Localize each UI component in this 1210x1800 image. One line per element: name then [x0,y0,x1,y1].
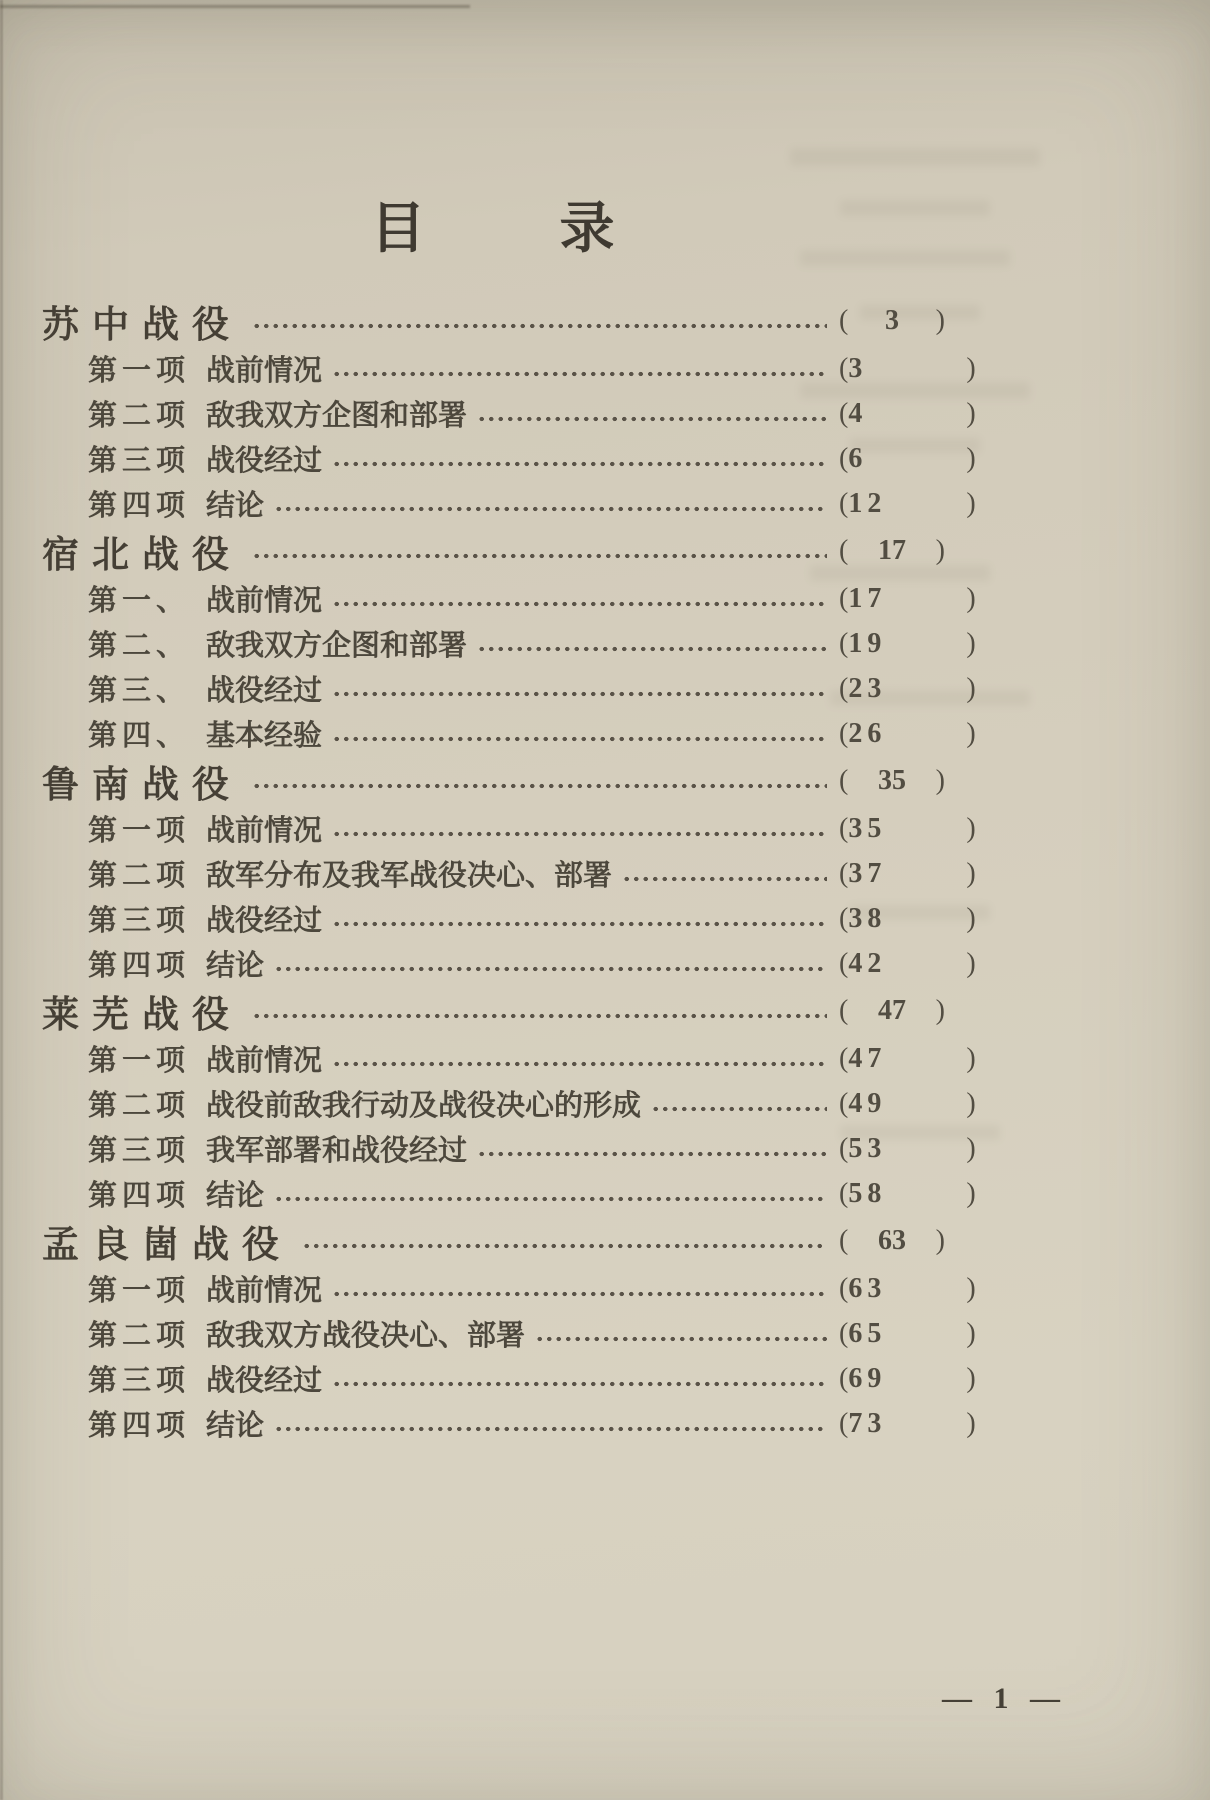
page-number-value: 6 [848,442,868,474]
close-paren-glyph: ) [966,442,976,474]
toc-item-number: 第一、 [88,585,191,617]
toc-item-number: 第四项 [88,1180,191,1212]
dot-leader [274,1424,827,1434]
close-paren-glyph: ) [966,672,976,704]
dot-leader [622,874,827,884]
close-paren-glyph: ) [966,1132,976,1164]
dot-leader [274,1194,827,1204]
open-paren-glyph: ( [839,1087,849,1119]
page-number-value: 47 [848,1042,887,1074]
open-paren-glyph: ( [839,1407,849,1439]
toc-item-number: 第三项 [88,1135,191,1167]
toc-page-number [839,582,976,615]
dot-leader [252,551,827,561]
toc-page-number [839,1317,976,1350]
close-paren-glyph: ) [935,1225,945,1256]
toc-page-number [839,902,976,935]
toc-item-row [42,621,976,666]
dot-leader [252,1011,827,1021]
toc-item-number: 第三项 [88,1365,191,1397]
page-number-value: 69 [848,1362,887,1394]
open-paren-glyph: ( [839,582,849,614]
page-number-value: 35 [848,812,887,844]
toc-item-title: 战前情况 [206,815,323,847]
toc-item-number: 第一项 [88,355,191,387]
dot-leader [332,459,827,469]
toc-page-number [839,672,976,705]
dot-leader [302,1241,827,1251]
dot-leader [477,1149,827,1159]
page-number-value: 12 [848,487,887,519]
toc-item-title: 战役经过 [206,445,323,477]
close-paren-glyph: ) [935,305,945,336]
toc-item-title: 我军部署和战役经过 [206,1135,468,1167]
page-footer-number: — 1 — [942,1682,1067,1715]
page-number-value: 63 [848,1272,887,1304]
open-paren-glyph: ( [839,765,849,796]
toc-item-number: 第四项 [88,1410,191,1442]
toc-item-title: 敌我双方战役决心、部署 [206,1320,526,1352]
close-paren-glyph: ) [966,717,976,749]
toc-item-title: 战役前敌我行动及战役决心的形成 [206,1090,642,1122]
toc-page-number [839,305,945,337]
toc-item-title: 结论 [206,950,265,982]
open-paren-glyph: ( [839,1042,849,1074]
toc-item-row [42,1126,976,1171]
close-paren-glyph: ) [966,1407,976,1439]
toc-item-row [42,436,976,481]
toc-page-number [839,857,976,890]
dot-leader [274,504,827,514]
close-paren-glyph: ) [966,947,976,979]
close-paren-glyph: ) [966,627,976,659]
toc-item-row [42,1401,976,1446]
toc-item-row [42,896,976,941]
toc-page-number [839,487,976,520]
page-number-value: 53 [848,1132,887,1164]
toc-item-row [42,576,976,621]
toc-page-number [839,1225,945,1257]
open-paren-glyph: ( [839,1177,849,1209]
dot-leader [535,1334,827,1344]
toc-item-row [42,481,976,526]
toc-section-title: 孟良崮战役 [42,1225,292,1266]
open-paren-glyph: ( [839,717,849,749]
toc-item-number: 第四项 [88,490,191,522]
toc-section-title: 宿北战役 [42,535,242,576]
toc-page-number [839,1362,976,1395]
open-paren-glyph: ( [839,442,849,474]
open-paren-glyph: ( [839,535,849,566]
page-number-value: 26 [848,717,887,749]
toc-page-number [839,1177,976,1210]
toc-section-title: 莱芜战役 [42,995,242,1036]
toc-item-title: 结论 [206,490,265,522]
open-paren-glyph: ( [839,902,849,934]
dot-leader [332,1379,827,1389]
toc-page-number [839,442,976,475]
toc-item-row [42,666,976,711]
toc-item-title: 结论 [206,1410,265,1442]
toc-item-title: 结论 [206,1180,265,1212]
toc-page-number [839,947,976,980]
toc-item-number: 第三项 [88,445,191,477]
toc-item-number: 第二项 [88,1320,191,1352]
dot-leader [332,1059,827,1069]
toc-item-number: 第二项 [88,860,191,892]
toc-section-title: 苏中战役 [42,305,242,346]
toc-item-title: 战前情况 [206,1045,323,1077]
toc-page-number [839,535,945,567]
toc-page-number [839,995,945,1027]
close-paren-glyph: ) [966,487,976,519]
dot-leader [332,369,827,379]
toc-section-row [42,526,945,576]
open-paren-glyph: ( [839,487,849,519]
open-paren-glyph: ( [839,1272,849,1304]
dot-leader [252,781,827,791]
toc-item-title: 战前情况 [206,585,323,617]
toc-item-number: 第一项 [88,1045,191,1077]
close-paren-glyph: ) [966,1042,976,1074]
page-number-value: 58 [848,1177,887,1209]
toc-page-number [839,1042,976,1075]
toc-page-number [839,397,976,430]
toc-item-title: 敌军分布及我军战役决心、部署 [206,860,613,892]
toc-page-number [839,352,976,385]
dot-leader [332,689,827,699]
open-paren-glyph: ( [839,672,849,704]
page-number-value: 17 [848,582,887,614]
dot-leader [274,964,827,974]
toc-item-number: 第三项 [88,905,191,937]
toc-list [42,296,976,1446]
close-paren-glyph: ) [935,535,945,566]
toc-item-row [42,1266,976,1311]
toc-page-number [839,1087,976,1120]
toc-section-row [42,986,945,1036]
page-number-value: 49 [848,1087,887,1119]
toc-page-number [839,1407,976,1440]
open-paren-glyph: ( [839,857,849,889]
page-number-value: 47 [878,995,906,1026]
toc-page-number [839,1272,976,1305]
toc-item-number: 第四项 [88,950,191,982]
toc-item-row [42,711,976,756]
page-title-char: 录 [559,197,617,259]
toc-item-row [42,851,976,896]
dot-leader [332,919,827,929]
toc-item-row [42,806,976,851]
toc-item-title: 战役经过 [206,905,323,937]
dot-leader [477,644,827,654]
close-paren-glyph: ) [966,1087,976,1119]
open-paren-glyph: ( [839,1362,849,1394]
page-number-value: 65 [848,1317,887,1349]
page-number-value: 38 [848,902,887,934]
page-title [42,192,945,259]
toc-page-number [839,765,945,797]
dot-leader [332,734,827,744]
page-number-value: 3 [848,352,868,384]
toc-section-row [42,296,945,346]
open-paren-glyph: ( [839,1132,849,1164]
toc-item-row [42,1356,976,1401]
toc-item-title: 战役经过 [206,675,323,707]
close-paren-glyph: ) [966,902,976,934]
page-number-value: 35 [878,765,906,796]
toc-item-number: 第二项 [88,400,191,432]
dot-leader [252,321,827,331]
dot-leader [477,414,827,424]
page-number-value: 73 [848,1407,887,1439]
toc-item-row [42,1171,976,1216]
toc-section-row [42,756,945,806]
open-paren-glyph: ( [839,812,849,844]
toc-page-number [839,1132,976,1165]
dot-leader [332,829,827,839]
page-number-value: 17 [878,535,906,566]
toc-section-row [42,1216,945,1266]
page-number-value: 3 [885,305,899,336]
open-paren-glyph: ( [839,397,849,429]
close-paren-glyph: ) [935,765,945,796]
toc-item-title: 战前情况 [206,355,323,387]
close-paren-glyph: ) [966,1317,976,1349]
dot-leader [332,599,827,609]
page-number-value: 42 [848,947,887,979]
page-title-char: 目 [370,197,428,259]
close-paren-glyph: ) [966,857,976,889]
toc-item-title: 战前情况 [206,1275,323,1307]
page-number-value: 4 [848,397,868,429]
toc-item-row [42,1081,976,1126]
close-paren-glyph: ) [966,1272,976,1304]
toc-item-number: 第二项 [88,1090,191,1122]
open-paren-glyph: ( [839,305,849,336]
dot-leader [332,1289,827,1299]
toc-item-title: 战役经过 [206,1365,323,1397]
toc-item-row [42,346,976,391]
page-number-value: 37 [848,857,887,889]
close-paren-glyph: ) [966,582,976,614]
open-paren-glyph: ( [839,1225,849,1256]
toc-item-number: 第四、 [88,720,191,752]
toc-item-row [42,1036,976,1081]
close-paren-glyph: ) [966,1362,976,1394]
toc-section-title: 鲁南战役 [42,765,242,806]
dot-leader [651,1104,827,1114]
close-paren-glyph: ) [966,812,976,844]
toc-page-number [839,627,976,660]
toc-item-title: 基本经验 [206,720,323,752]
page-number-value: 23 [848,672,887,704]
open-paren-glyph: ( [839,995,849,1026]
toc-item-number: 第三、 [88,675,191,707]
toc-item-row [42,391,976,436]
toc-item-row [42,1311,976,1356]
toc-item-number: 第一项 [88,1275,191,1307]
open-paren-glyph: ( [839,352,849,384]
close-paren-glyph: ) [966,352,976,384]
toc-item-row [42,941,976,986]
close-paren-glyph: ) [935,995,945,1026]
open-paren-glyph: ( [839,627,849,659]
toc-item-number: 第一项 [88,815,191,847]
toc-page-number [839,717,976,750]
toc-item-title: 敌我双方企图和部署 [206,400,468,432]
open-paren-glyph: ( [839,1317,849,1349]
toc-item-number: 第二、 [88,630,191,662]
close-paren-glyph: ) [966,397,976,429]
toc-item-title: 敌我双方企图和部署 [206,630,468,662]
toc-page-number [839,812,976,845]
page-number-value: 63 [878,1225,906,1256]
close-paren-glyph: ) [966,1177,976,1209]
open-paren-glyph: ( [839,947,849,979]
page-number-value: 19 [848,627,887,659]
